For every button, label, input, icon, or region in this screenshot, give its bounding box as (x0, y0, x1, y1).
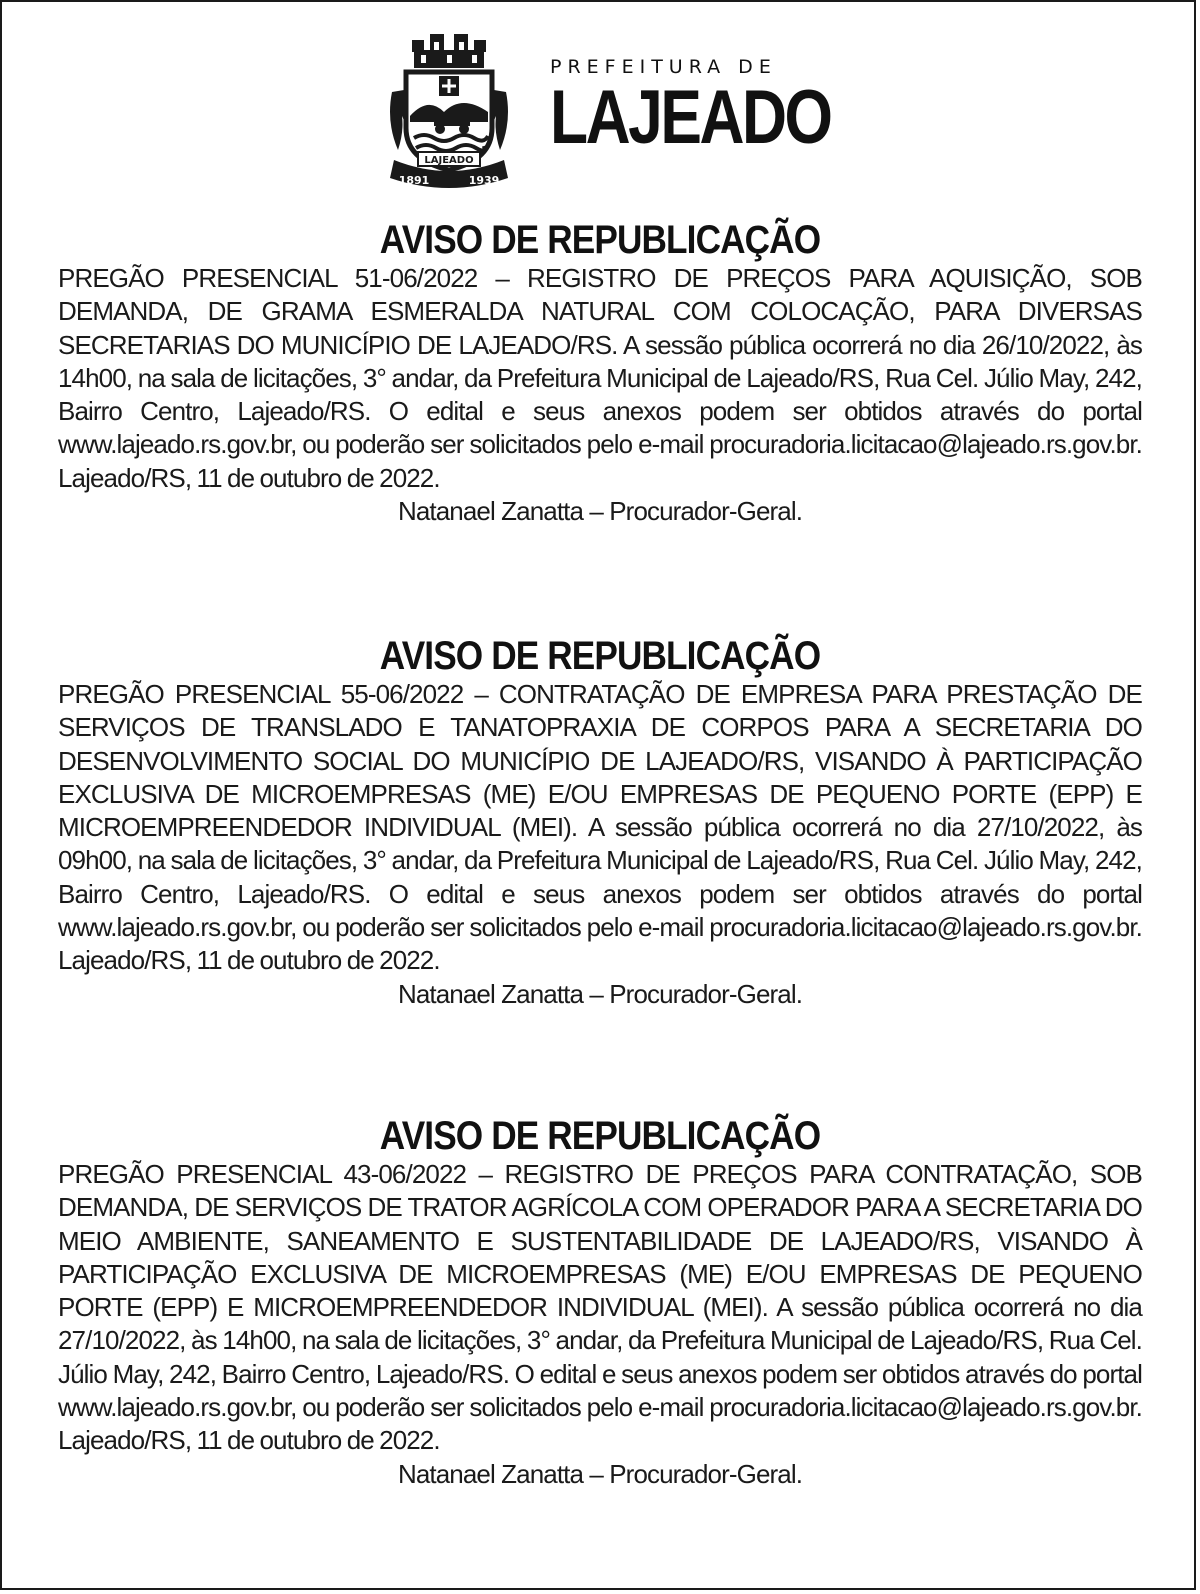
notice-block (58, 218, 1142, 528)
notice-signature: Natanael Zanatta – Procurador-Geral. (397, 978, 803, 1009)
notice-body: PREGÃO PRESENCIAL 55-06/2022 – CONTRATAÇÃO DE EMPRESA PARA PRESTAÇÃO DE SERVIÇOS DE TRANSLADO E TANATOPRAXIA DE CORPOS PARA A SECRETARIA DO DESENVOLVIMENTO SOCIAL DO MUNICÍPIO DE LAJEADO/RS, VISANDO À PARTICIPAÇÃO EXCLUSIVA DE MICROEMPRESAS (ME) E/OU EMPRESAS DE PEQUENO PORTE (EPP) E MICROEMPREENDEDOR INDIVIDUAL (MEI). A sessão pública ocorrerá no dia 27/10/2022, às 09h00, na sala de licitações, 3° andar, da Prefeitura Municipal de Lajeado/RS, Rua Cel. Júlio May, 242, Bairro Centro, Lajeado/RS. O edital e seus anexos podem ser obtidos através do portal www.lajeado.rs.gov.br, ou poderão ser solicitados pelo e-mail procuradoria.licitacao@lajeado.rs.gov.br. Lajeado/RS, 11 de outubro de 2022. (58, 679, 1142, 976)
notice-body: PREGÃO PRESENCIAL 43-06/2022 – REGISTRO DE PREÇOS PARA CONTRATAÇÃO, SOB DEMANDA, DE SERVIÇOS DE TRATOR AGRÍCOLA COM OPERADOR PARA A SECRETARIA DO MEIO AMBIENTE, SANEAMENTO E SUSTENTABILIDADE DE LAJEADO/RS, VISANDO À PARTICIPAÇÃO EXCLUSIVA DE MICROEMPRESAS (ME) E/OU EMPRESAS DE PEQUENO PORTE (EPP) E MICROEMPREENDEDOR INDIVIDUAL (MEI). A sessão pública ocorrerá no dia 27/10/2022, às 14h00, na sala de licitações, 3° andar, da Prefeitura Municipal de Lajeado/RS, Rua Cel. Júlio May, 242, Bairro Centro, Lajeado/RS. O edital e seus anexos podem ser obtidos através do portal www.lajeado.rs.gov.br, ou poderão ser solicitados pelo e-mail procuradoria.licitacao@lajeado.rs.gov.br. Lajeado/RS, 11 de outubro de 2022. (58, 1159, 1142, 1456)
crest-year-emancipation: 1939 (468, 174, 500, 187)
notice-block (58, 634, 1142, 1011)
crest-year-founded: 1891 (398, 174, 430, 187)
header (2, 24, 1194, 194)
brand-logotype (550, 56, 831, 160)
notice-signature: Natanael Zanatta – Procurador-Geral. (397, 1458, 803, 1489)
city-coat-of-arms (384, 32, 514, 192)
notice-body: PREGÃO PRESENCIAL 51-06/2022 – REGISTRO DE PREÇOS PARA AQUISIÇÃO, SOB DEMANDA, DE GRAMA ESMERALDA NATURAL COM COLOCAÇÃO, PARA DIVERSAS SECRETARIAS DO MUNICÍPIO DE LAJEADO/RS. A sessão pública ocorrerá no dia 26/10/2022, às 14h00, na sala de licitações, 3° andar, da Prefeitura Municipal de Lajeado/RS, Rua Cel. Júlio May, 242, Bairro Centro, Lajeado/RS. O edital e seus anexos podem ser obtidos através do portal www.lajeado.rs.gov.br, ou poderão ser solicitados pelo e-mail procuradoria.licitacao@lajeado.rs.gov.br. Lajeado/RS, 11 de outubro de 2022. (58, 263, 1142, 493)
brand-prefix: PREFEITURA DE (550, 56, 777, 78)
notice-title: AVISO DE REPUBLICAÇÃO (379, 634, 821, 678)
notice-signature: Natanael Zanatta – Procurador-Geral. (397, 496, 803, 527)
notice-block (58, 1114, 1142, 1491)
notice-title: AVISO DE REPUBLICAÇÃO (379, 218, 821, 262)
brand-city-name: LAJEADO (550, 75, 831, 160)
crest-city-label: LAJEADO (424, 155, 474, 166)
notice-title: AVISO DE REPUBLICAÇÃO (379, 1114, 821, 1158)
